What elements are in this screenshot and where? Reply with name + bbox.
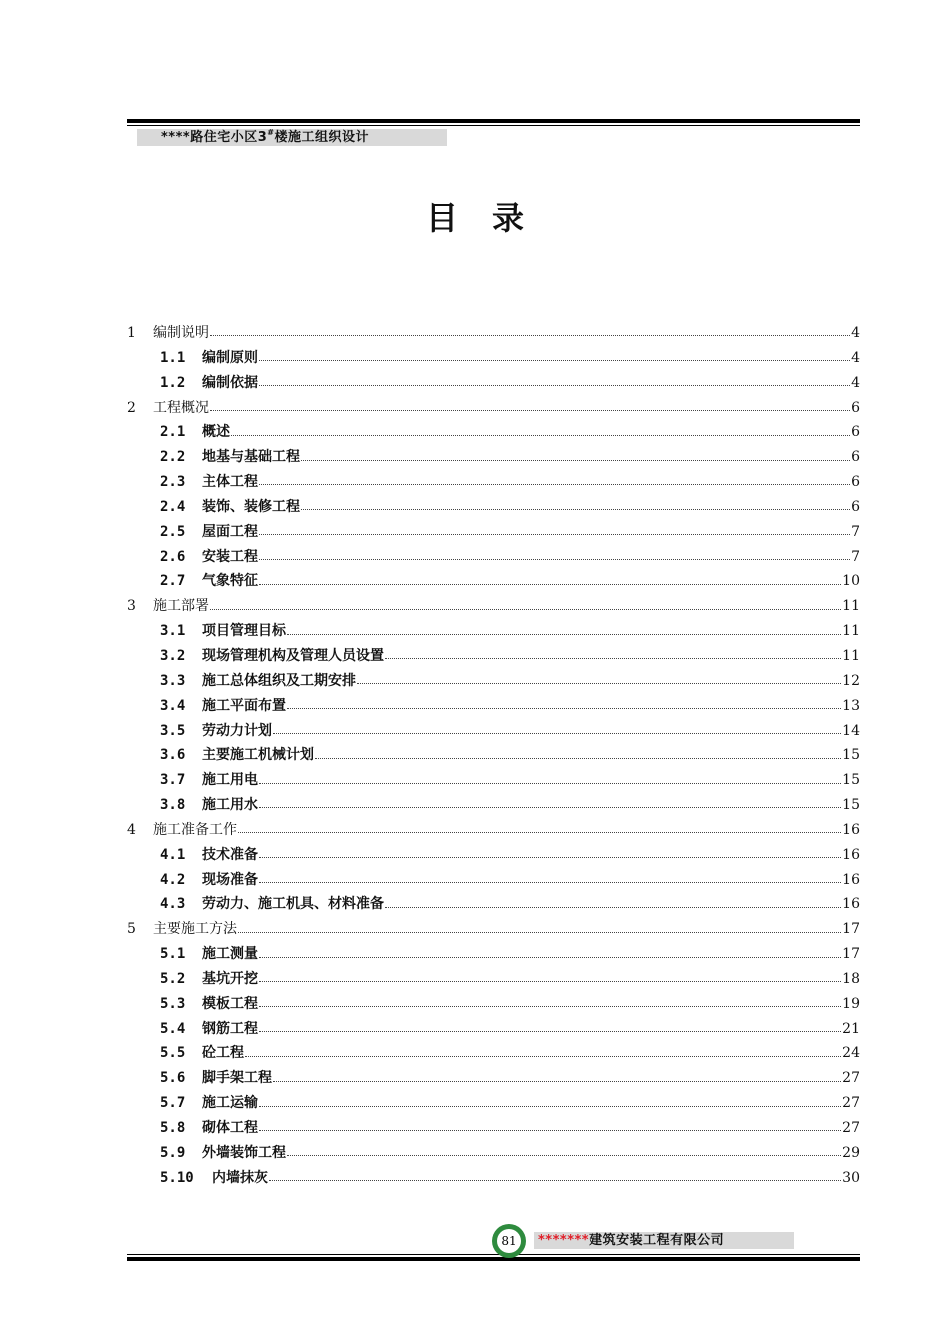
toc-entry-label: 基坑开挖 <box>202 970 258 987</box>
table-of-contents <box>127 321 860 1191</box>
toc-entry-number: 5.4 <box>160 1020 186 1037</box>
toc-entry[interactable] <box>127 619 860 644</box>
toc-entry-label: 气象特征 <box>202 573 258 590</box>
toc-entry[interactable] <box>127 1041 860 1066</box>
toc-entry[interactable] <box>127 743 860 768</box>
toc-entry-label: 砌体工程 <box>202 1120 258 1136</box>
toc-entry-page: 6 <box>851 399 860 416</box>
toc-entry[interactable] <box>127 420 860 445</box>
toc-entry-number: 4.1 <box>160 846 186 863</box>
toc-leader-dots <box>269 1179 841 1181</box>
toc-entry-number: 2.5 <box>160 523 186 540</box>
footer-rule-thick <box>127 1257 860 1261</box>
toc-entry-label: 内墙抹灰 <box>212 1169 268 1186</box>
toc-leader-dots <box>259 483 850 485</box>
toc-entry[interactable] <box>127 868 860 893</box>
toc-leader-dots <box>259 384 850 386</box>
toc-leader-dots <box>259 359 850 361</box>
toc-leader-dots <box>259 1005 841 1007</box>
toc-entry-label: 脚手架工程 <box>202 1070 272 1087</box>
toc-entry-number: 3.7 <box>160 772 186 789</box>
toc-entry-page: 18 <box>842 970 860 987</box>
toc-entry-label: 安装工程 <box>202 548 258 565</box>
toc-entry-number: 2.4 <box>160 498 186 515</box>
toc-entry-number: 1.2 <box>160 374 186 391</box>
toc-leader-dots <box>231 434 850 436</box>
toc-entry[interactable] <box>127 1166 860 1191</box>
toc-entry[interactable] <box>127 719 860 744</box>
toc-entry[interactable] <box>127 694 860 719</box>
toc-entry-number: 1.1 <box>160 349 186 366</box>
toc-entry-number: 3.6 <box>160 747 186 764</box>
toc-entry-page: 19 <box>842 995 860 1012</box>
toc-leader-dots <box>259 583 841 585</box>
toc-entry-label: 主体工程 <box>202 474 258 491</box>
toc-entry-page: 11 <box>842 598 860 615</box>
toc-entry[interactable] <box>127 1116 860 1141</box>
toc-entry[interactable] <box>127 445 860 470</box>
toc-leader-dots <box>287 633 841 635</box>
toc-entry-number: 2 <box>127 399 136 416</box>
toc-leader-dots <box>287 707 841 709</box>
toc-entry-page: 4 <box>851 374 860 391</box>
toc-entry-page: 13 <box>842 697 860 714</box>
toc-entry-label: 砼工程 <box>202 1045 244 1062</box>
toc-entry-number: 3.8 <box>160 797 186 814</box>
toc-entry-page: 14 <box>842 722 860 739</box>
toc-entry-page: 16 <box>842 846 860 863</box>
toc-entry-label: 施工准备工作 <box>153 821 237 838</box>
toc-entry[interactable] <box>127 892 860 917</box>
toc-leader-dots <box>259 980 841 982</box>
toc-entry[interactable] <box>127 470 860 495</box>
toc-entry[interactable] <box>127 644 860 669</box>
toc-entry-label: 钢筋工程 <box>202 1020 258 1037</box>
toc-entry-page: 16 <box>842 871 860 888</box>
toc-entry[interactable] <box>127 942 860 967</box>
toc-leader-dots <box>357 682 841 684</box>
toc-entry-page: 24 <box>842 1045 860 1062</box>
toc-entry-label: 编制依据 <box>202 374 258 391</box>
toc-entry[interactable] <box>127 818 860 843</box>
toc-entry-label: 现场准备 <box>202 871 258 888</box>
toc-leader-dots <box>301 459 850 461</box>
toc-entry-label: 技术准备 <box>202 846 258 863</box>
toc-leader-dots <box>259 806 841 808</box>
company-stars: ******* <box>538 1233 590 1248</box>
toc-entry-number: 5 <box>127 921 136 938</box>
toc-entry-page: 30 <box>842 1169 860 1186</box>
toc-leader-dots <box>385 906 841 908</box>
toc-entry-page: 10 <box>842 573 860 590</box>
toc-leader-dots <box>238 931 841 933</box>
toc-entry-label: 施工平面布置 <box>202 697 286 714</box>
toc-entry-label: 劳动力计划 <box>202 722 272 739</box>
toc-entry-number: 4.2 <box>160 871 186 888</box>
toc-entry[interactable] <box>127 495 860 520</box>
toc-entry-number: 5.1 <box>160 946 186 963</box>
toc-leader-dots <box>301 508 850 510</box>
toc-entry-number: 5.8 <box>160 1120 186 1136</box>
toc-entry-number: 3 <box>127 598 136 615</box>
header-title <box>137 129 447 146</box>
toc-leader-dots <box>245 1055 841 1057</box>
toc-leader-dots <box>259 1105 841 1107</box>
header-rule-thin <box>127 125 860 126</box>
toc-entry[interactable] <box>127 1066 860 1091</box>
page-title: 目录 <box>425 199 558 237</box>
toc-entry-label: 施工运输 <box>202 1095 258 1112</box>
toc-entry[interactable] <box>127 1091 860 1116</box>
toc-entry[interactable] <box>127 917 860 942</box>
toc-entry-number: 2.2 <box>160 449 186 466</box>
toc-entry-label: 外墙装饰工程 <box>202 1144 286 1161</box>
toc-leader-dots <box>238 831 841 833</box>
toc-entry-number: 2.6 <box>160 548 186 565</box>
company-name <box>534 1232 794 1249</box>
toc-entry-label: 工程概况 <box>153 399 209 416</box>
toc-entry-number: 5.3 <box>160 995 186 1012</box>
toc-entry[interactable] <box>127 520 860 545</box>
toc-entry[interactable] <box>127 569 860 594</box>
toc-entry-label: 项目管理目标 <box>202 623 286 640</box>
toc-entry-page: 27 <box>842 1095 860 1112</box>
toc-entry[interactable] <box>127 396 860 421</box>
toc-entry-page: 4 <box>851 325 860 341</box>
toc-leader-dots <box>259 558 850 560</box>
toc-entry-number: 5.5 <box>160 1045 186 1062</box>
toc-entry-page: 15 <box>842 747 860 764</box>
toc-entry-page: 7 <box>851 548 860 565</box>
page-number: 81 <box>497 1229 521 1253</box>
toc-entry-page: 7 <box>851 523 860 540</box>
toc-leader-dots <box>259 881 841 883</box>
toc-leader-dots <box>273 1080 841 1082</box>
toc-entry-number: 5.2 <box>160 970 186 987</box>
toc-entry-page: 29 <box>842 1144 860 1161</box>
toc-entry[interactable] <box>127 669 860 694</box>
toc-entry-number: 3.2 <box>160 647 186 664</box>
toc-entry-label: 施工部署 <box>153 598 209 615</box>
toc-entry-label: 装饰、装修工程 <box>202 498 300 515</box>
toc-entry-page: 16 <box>842 821 860 838</box>
toc-entry-page: 21 <box>842 1020 860 1037</box>
toc-entry-number: 2.3 <box>160 474 186 491</box>
toc-entry-label: 施工总体组织及工期安排 <box>202 672 356 689</box>
page-number-badge <box>492 1224 526 1258</box>
toc-entry-page: 27 <box>842 1120 860 1136</box>
toc-entry-label: 现场管理机构及管理人员设置 <box>202 647 384 664</box>
toc-entry[interactable] <box>127 545 860 570</box>
toc-entry-page: 16 <box>842 896 860 913</box>
toc-entry-page: 17 <box>842 946 860 963</box>
toc-leader-dots <box>259 1030 841 1032</box>
header-title-suffix: 楼施工组织设计 <box>274 130 369 145</box>
toc-entry-label: 屋面工程 <box>202 523 258 540</box>
toc-entry-number: 3.5 <box>160 722 186 739</box>
company-name-text: 建筑安装工程有限公司 <box>589 1233 725 1248</box>
toc-leader-dots <box>385 657 841 659</box>
toc-entry-page: 4 <box>851 349 860 366</box>
footer-rule-thin <box>127 1254 860 1255</box>
toc-entry-page: 15 <box>842 772 860 789</box>
toc-entry[interactable] <box>127 768 860 793</box>
toc-leader-dots <box>315 757 841 759</box>
toc-entry-label: 施工测量 <box>202 946 258 963</box>
toc-entry-page: 12 <box>842 672 860 689</box>
header-title-sup: # <box>267 128 275 137</box>
toc-entry-number: 5.6 <box>160 1070 186 1087</box>
toc-entry[interactable] <box>127 321 860 346</box>
toc-leader-dots <box>287 1154 841 1156</box>
toc-entry[interactable] <box>127 1141 860 1166</box>
toc-entry-label: 编制原则 <box>202 349 258 366</box>
toc-entry-number: 4 <box>127 821 136 838</box>
toc-leader-dots <box>210 334 850 336</box>
toc-leader-dots <box>210 409 850 411</box>
toc-entry-label: 施工用水 <box>202 797 258 814</box>
toc-entry-label: 劳动力、施工机具、材料准备 <box>202 896 384 913</box>
toc-entry-label: 编制说明 <box>153 325 209 341</box>
toc-entry[interactable] <box>127 371 860 396</box>
toc-entry-page: 6 <box>851 498 860 515</box>
toc-entry-label: 主要施工机械计划 <box>202 747 314 764</box>
toc-entry[interactable] <box>127 1017 860 1042</box>
toc-entry-label: 地基与基础工程 <box>202 449 300 466</box>
toc-entry-number: 5.7 <box>160 1095 186 1112</box>
toc-entry[interactable] <box>127 843 860 868</box>
toc-leader-dots <box>259 533 850 535</box>
toc-entry-page: 11 <box>842 623 860 640</box>
toc-entry-page: 6 <box>851 474 860 491</box>
toc-leader-dots <box>259 956 841 958</box>
toc-entry-label: 模板工程 <box>202 995 258 1012</box>
toc-entry[interactable] <box>127 793 860 818</box>
toc-leader-dots <box>259 782 841 784</box>
toc-entry-number: 5.10 <box>160 1169 194 1186</box>
toc-entry-page: 27 <box>842 1070 860 1087</box>
toc-entry[interactable] <box>127 346 860 371</box>
toc-entry-page: 6 <box>851 449 860 466</box>
toc-leader-dots <box>210 608 841 610</box>
toc-entry[interactable] <box>127 967 860 992</box>
toc-entry-number: 4.3 <box>160 896 186 913</box>
toc-entry-page: 15 <box>842 797 860 814</box>
toc-entry-number: 3.4 <box>160 697 186 714</box>
header-title-num: 3 <box>257 130 268 145</box>
toc-entry-number: 2.1 <box>160 424 186 441</box>
toc-entry[interactable] <box>127 594 860 619</box>
toc-entry-page: 17 <box>842 921 860 938</box>
toc-entry-label: 主要施工方法 <box>153 921 237 938</box>
toc-entry-number: 3.1 <box>160 623 186 640</box>
toc-entry-number: 2.7 <box>160 573 186 590</box>
toc-entry-page: 11 <box>842 647 860 664</box>
toc-entry-number: 5.9 <box>160 1144 186 1161</box>
toc-entry[interactable] <box>127 992 860 1017</box>
toc-leader-dots <box>259 856 841 858</box>
toc-entry-page: 6 <box>851 424 860 441</box>
header-rule-thick <box>127 119 860 123</box>
toc-leader-dots <box>259 1129 841 1131</box>
toc-entry-label: 概述 <box>202 424 230 441</box>
header-title-prefix: ****路住宅小区 <box>161 130 258 145</box>
toc-entry-number: 3.3 <box>160 672 186 689</box>
toc-entry-number: 1 <box>127 325 136 341</box>
toc-entry-label: 施工用电 <box>202 772 258 789</box>
toc-leader-dots <box>273 732 841 734</box>
